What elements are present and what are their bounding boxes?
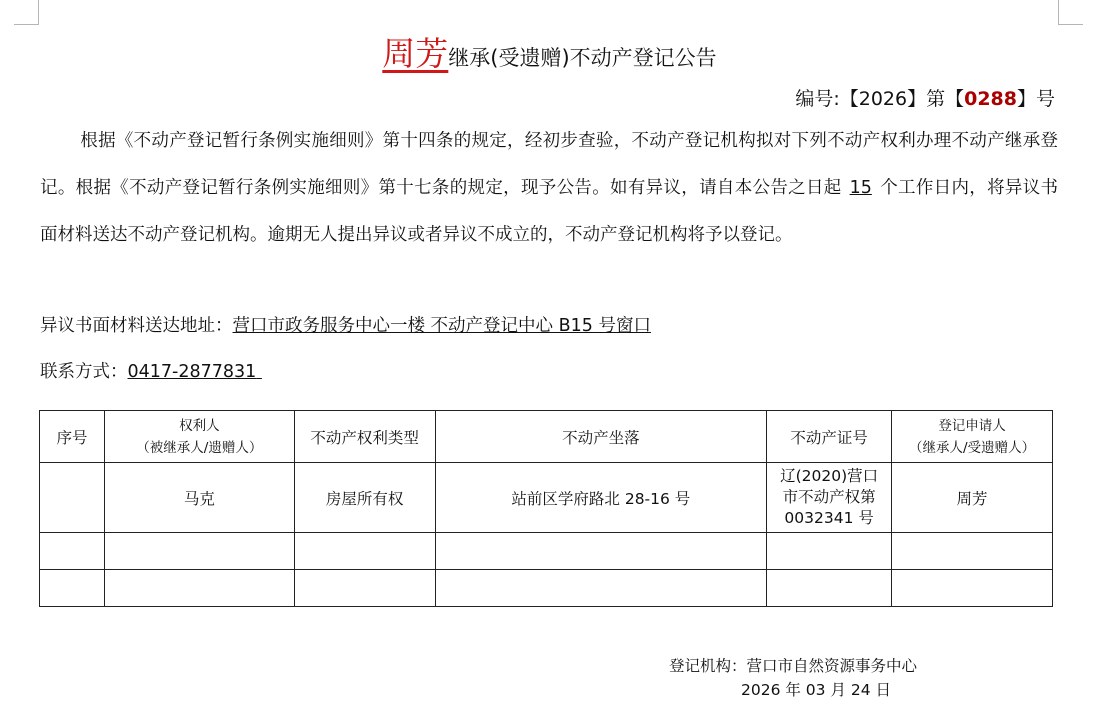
docnum-prefix: 编号:【2026】第【 [795, 88, 965, 110]
cell-holder: 马克 [104, 463, 294, 533]
table-row-empty [40, 570, 1053, 607]
crop-mark-top-left [14, 0, 39, 25]
contact-label: 联系方式： [40, 362, 128, 382]
docnum-suffix: 】号 [1016, 88, 1055, 110]
notice-date: 2026 年 03 月 24 日 [741, 681, 892, 699]
cell-cert-no [767, 463, 892, 533]
header-right-type: 不动产权利类型 [294, 411, 435, 463]
registration-agency: 登记机构：营口市自然资源事务中心 [669, 657, 918, 675]
document-number [795, 84, 1055, 111]
objection-address [40, 312, 651, 337]
docnum-number: 0288 [964, 88, 1017, 110]
address-value: 营口市政务服务中心一楼 不动产登记中心 B15 号窗口 [232, 316, 651, 336]
address-label: 异议书面材料送达地址： [40, 316, 233, 336]
objection-days: 15 [849, 178, 872, 198]
notice-title [0, 28, 1099, 75]
header-holder-label: 权利人 [179, 417, 220, 434]
body-part-1: 根据《不动产登记暂行条例实施细则》第十四条的规定，经初步查验，不动产登记机构拟对下列不动产权利办理不动产继承登记。根据《不动产登记暂行条例实施细则》第十七条的规定，现予公告。如有异议，请自本公告之日起 [40, 131, 1058, 198]
header-applicant [892, 411, 1053, 463]
cell-seq [40, 463, 105, 533]
header-cert-no: 不动产证号 [767, 411, 892, 463]
title-text: 继承(受遗赠)不动产登记公告 [448, 46, 717, 70]
notice-body [40, 118, 1058, 259]
inheritor-name: 周芳 [382, 34, 449, 73]
table-header-row [40, 411, 1053, 463]
header-holder-sub: （被继承人/遗赠人） [136, 439, 263, 456]
body-part-2: 个工作日内，将异议书面材料送达不动产登记机构。逾期无人提出异议或者异议不成立的，不动产登记机构将予以登记。 [40, 178, 1059, 245]
crop-mark-top-right [1058, 0, 1083, 25]
table-row-empty [40, 533, 1053, 570]
contact-value: 0417-2877831 [127, 362, 257, 382]
table-row [40, 463, 1053, 533]
cell-location: 站前区学府路北 28-16 号 [435, 463, 767, 533]
header-holder [104, 411, 294, 463]
header-location: 不动产坐落 [435, 411, 767, 463]
cell-applicant: 周芳 [892, 463, 1053, 533]
header-applicant-label: 登记申请人 [938, 417, 1006, 434]
cell-right-type: 房屋所有权 [294, 463, 435, 533]
header-seq: 序号 [40, 411, 105, 463]
header-applicant-sub: （继承人/受遗赠人） [909, 439, 1036, 456]
contact-info [40, 358, 262, 383]
cert-number-text: 辽(2020)营口市不动产权第0032341 号 [780, 467, 879, 527]
property-table [39, 410, 1053, 607]
